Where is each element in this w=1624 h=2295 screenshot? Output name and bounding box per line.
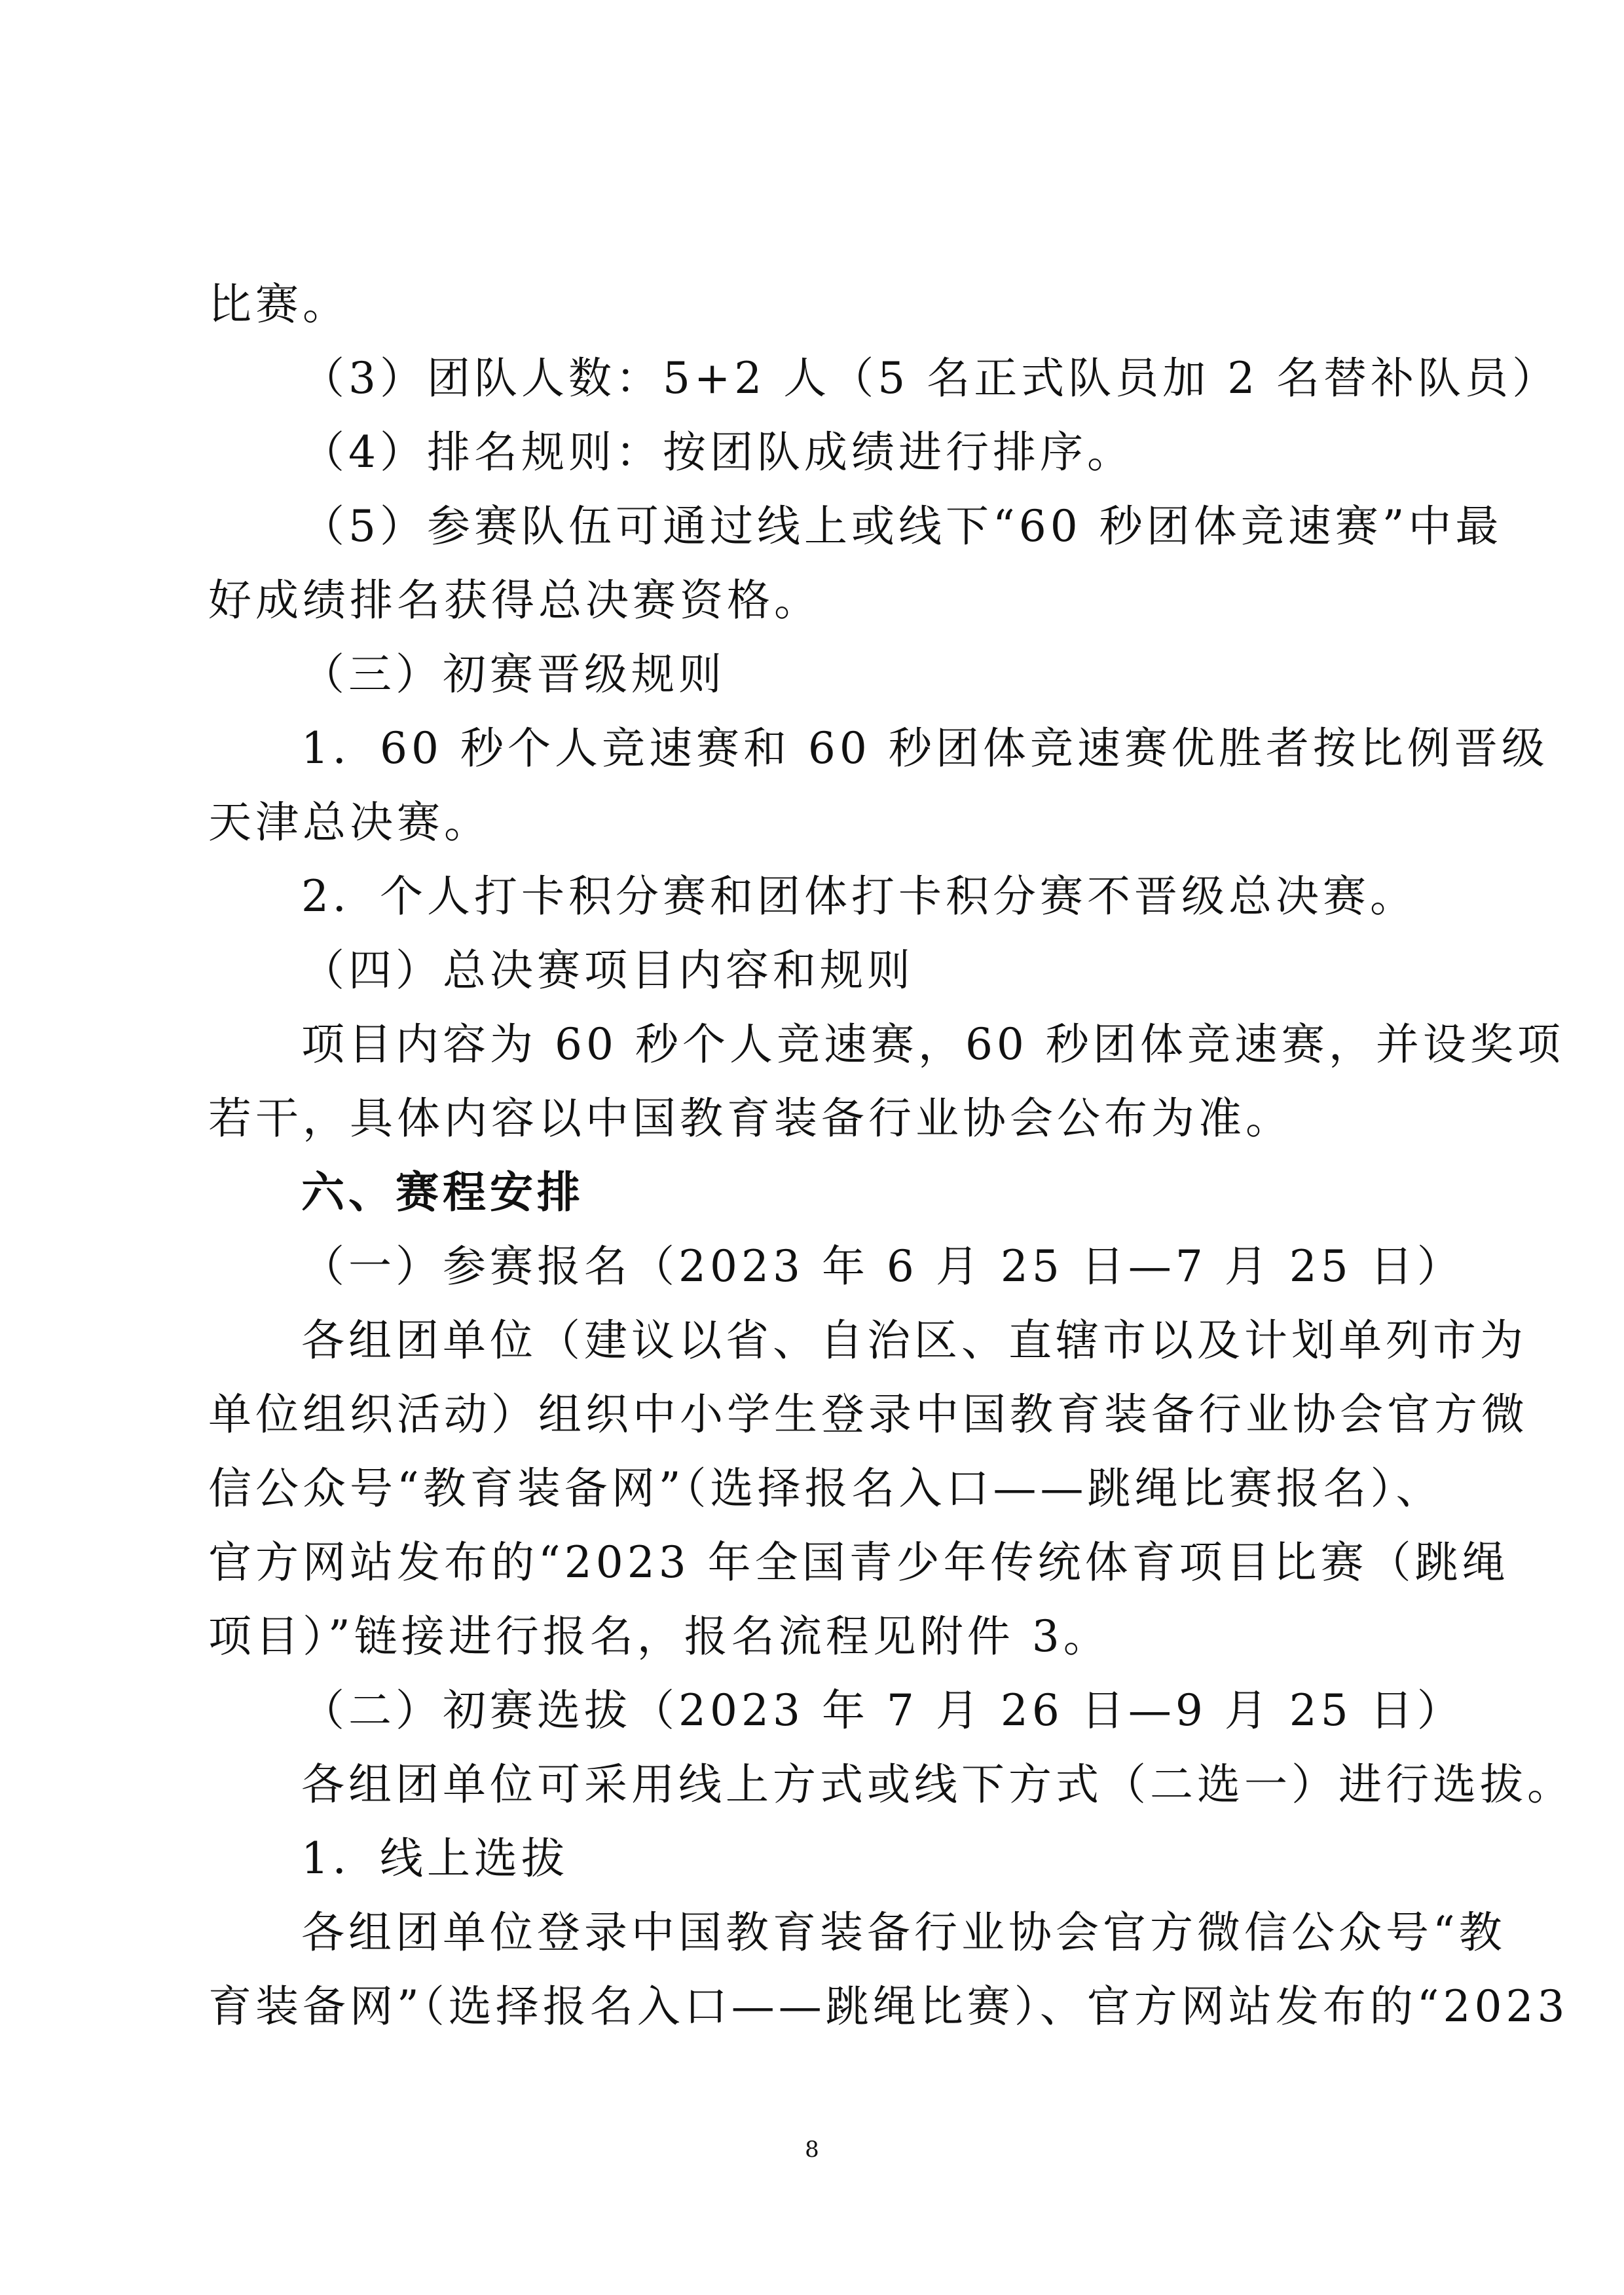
body-line-21: 各组团单位可采用线上方式或线下方式（二选一）进行选拔。 — [301, 1759, 1574, 1810]
body-line-1: 比赛。 — [208, 279, 350, 329]
body-line-5: 好成绩排名获得总决赛资格。 — [208, 575, 821, 625]
body-line-15: 各组团单位（建议以省、自治区、直辖市以及计划单列市为 — [301, 1315, 1527, 1366]
page-number: 8 — [805, 2136, 819, 2163]
body-line-3: （4）排名规则：按团队成绩进行排序。 — [301, 427, 1134, 477]
body-line-2: （3）团队人数：5+2 人（5 名正式队员加 2 名替补队员） — [301, 353, 1560, 403]
subheading-4: （四）总决赛项目内容和规则 — [301, 945, 914, 996]
body-line-7: 1．60 秒个人竞速赛和 60 秒团体竞速赛优胜者按比例晋级 — [301, 723, 1549, 774]
subheading-preliminary: （二）初赛选拔（2023 年 7 月 26 日—9 月 25 日） — [301, 1685, 1464, 1736]
body-line-24: 育装备网”（选择报名入口——跳绳比赛）、官方网站发布的“2023 — [208, 1981, 1569, 2032]
body-line-17: 信公众号“教育装备网”（选择报名入口——跳绳比赛报名）、 — [208, 1463, 1443, 1514]
subheading-online-selection: 1．线上选拔 — [301, 1833, 568, 1884]
body-line-23: 各组团单位登录中国教育装备行业协会官方微信公众号“教 — [301, 1907, 1506, 1958]
body-line-4: （5）参赛队伍可通过线上或线下“60 秒团体竞速赛”中最 — [301, 501, 1503, 551]
section-heading-6: 六、赛程安排 — [301, 1167, 584, 1218]
subheading-registration: （一）参赛报名（2023 年 6 月 25 日—7 月 25 日） — [301, 1241, 1464, 1292]
body-line-16: 单位组织活动）组织中小学生登录中国教育装备行业协会官方微 — [208, 1389, 1528, 1440]
body-line-8: 天津总决赛。 — [208, 797, 491, 848]
body-line-18: 官方网站发布的“2023 年全国青少年传统体育项目比赛（跳绳 — [208, 1537, 1509, 1588]
body-line-12: 若干，具体内容以中国教育装备行业协会公布为准。 — [208, 1093, 1293, 1144]
body-line-19: 项目）”链接进行报名，报名流程见附件 3。 — [208, 1611, 1111, 1662]
subheading-3: （三）初赛晋级规则 — [301, 649, 726, 700]
body-line-11: 项目内容为 60 秒个人竞速赛，60 秒团体竞速赛，并设奖项 — [301, 1019, 1564, 1070]
body-line-9: 2．个人打卡积分赛和团体打卡积分赛不晋级总决赛。 — [301, 871, 1417, 922]
